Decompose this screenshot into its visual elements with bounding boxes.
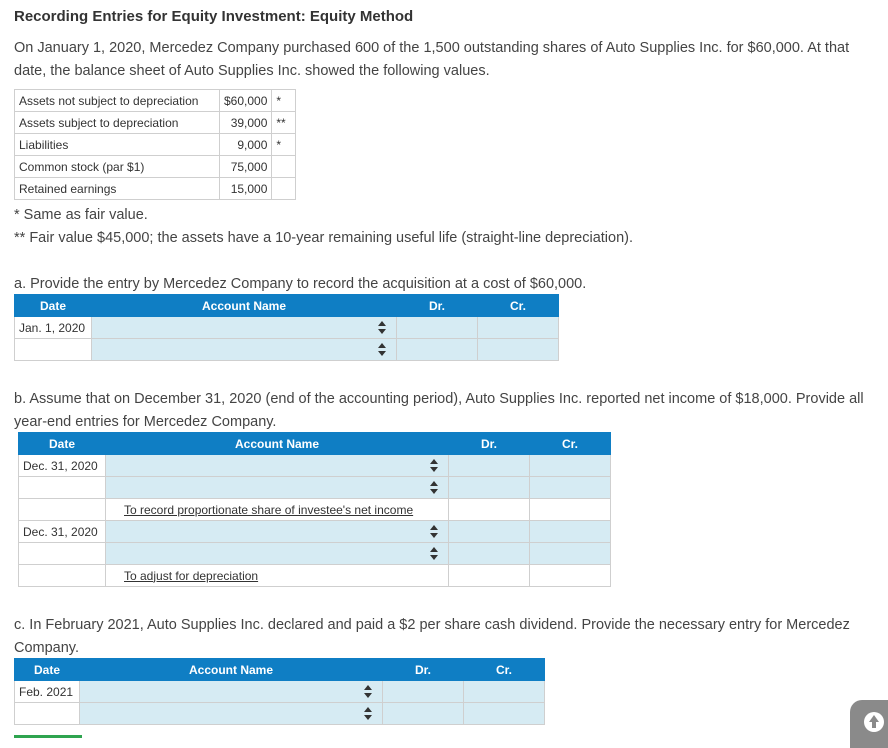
table-row — [15, 703, 545, 725]
entry-memo — [106, 565, 449, 587]
part-b-text: b. Assume that on December 31, 2020 (end of the accounting period), Auto Supplies Inc. reported net income of $18,000. Provide all year-end entries for Mercedez Company. — [14, 391, 864, 430]
account-select[interactable] — [92, 339, 397, 361]
select-arrow-icon — [364, 707, 372, 720]
date-cell-empty — [19, 499, 106, 521]
bs-amount: 39,000 — [220, 112, 272, 134]
col-dr: Dr. — [397, 295, 478, 317]
credit-input[interactable] — [478, 339, 559, 361]
part-a-text: a. Provide the entry by Mercedez Company to record the acquisition at a cost of $60,000. — [14, 276, 587, 292]
bs-mark: * — [272, 90, 296, 112]
col-account: Account Name — [80, 659, 383, 681]
credit-input[interactable] — [530, 477, 611, 499]
note-fair-value: * Same as fair value. — [14, 207, 148, 223]
note-depreciation: ** Fair value $45,000; the assets have a 10-year remaining useful life (straight-line depreciation). — [14, 230, 634, 246]
credit-input[interactable] — [464, 703, 545, 725]
date-cell-empty — [15, 703, 80, 725]
date-cell-empty — [19, 477, 106, 499]
date-cell: Jan. 1, 2020 — [15, 317, 92, 339]
table-row — [19, 455, 611, 477]
account-select[interactable] — [92, 317, 397, 339]
date-cell: Feb. 2021 — [15, 681, 80, 703]
account-select[interactable] — [80, 703, 383, 725]
bs-amount: $60,000 — [220, 90, 272, 112]
date-cell-empty — [19, 543, 106, 565]
table-header-row — [19, 433, 611, 455]
bs-label: Retained earnings — [15, 178, 220, 200]
select-arrow-icon — [430, 481, 438, 494]
balance-sheet-table — [14, 89, 296, 200]
memo-dr-empty — [449, 565, 530, 587]
credit-input[interactable] — [530, 455, 611, 477]
table-row — [15, 90, 296, 112]
col-cr: Cr. — [464, 659, 545, 681]
col-cr: Cr. — [530, 433, 611, 455]
select-arrow-icon — [364, 685, 372, 698]
debit-input[interactable] — [449, 543, 530, 565]
debit-input[interactable] — [449, 455, 530, 477]
account-select[interactable] — [106, 477, 449, 499]
table-row — [15, 156, 296, 178]
select-arrow-icon — [378, 321, 386, 334]
table-row — [19, 543, 611, 565]
table-row — [19, 499, 611, 521]
memo-cr-empty — [530, 565, 611, 587]
debit-input[interactable] — [383, 681, 464, 703]
account-select[interactable] — [106, 543, 449, 565]
col-dr: Dr. — [383, 659, 464, 681]
entry-memo — [106, 499, 449, 521]
col-dr: Dr. — [449, 433, 530, 455]
journal-table-b — [18, 432, 611, 587]
memo-cr-empty — [530, 499, 611, 521]
scroll-to-top-button[interactable] — [850, 700, 888, 748]
date-cell-empty — [19, 565, 106, 587]
debit-input[interactable] — [383, 703, 464, 725]
bs-label: Common stock (par $1) — [15, 156, 220, 178]
page-title: Recording Entries for Equity Investment: Equity Method — [14, 8, 414, 25]
bs-mark: * — [272, 134, 296, 156]
bs-mark — [272, 156, 296, 178]
table-row — [19, 521, 611, 543]
col-cr: Cr. — [478, 295, 559, 317]
col-account: Account Name — [92, 295, 397, 317]
col-date: Date — [15, 295, 92, 317]
account-select[interactable] — [106, 455, 449, 477]
problem-intro: On January 1, 2020, Mercedez Company purchased 600 of the 1,500 outstanding shares of Auto Supplies Inc. for $60,000. At that date, the balance sheet of Auto Supplies Inc. showed the following values. — [14, 40, 850, 79]
table-row — [15, 112, 296, 134]
bs-label: Assets subject to depreciation — [15, 112, 220, 134]
bs-amount: 9,000 — [220, 134, 272, 156]
table-row — [15, 134, 296, 156]
bs-label: Liabilities — [15, 134, 220, 156]
table-row — [15, 317, 559, 339]
journal-table-c — [14, 658, 545, 725]
table-row — [15, 681, 545, 703]
select-arrow-icon — [378, 343, 386, 356]
credit-input[interactable] — [530, 521, 611, 543]
table-header-row — [15, 295, 559, 317]
memo-dr-empty — [449, 499, 530, 521]
col-date: Date — [15, 659, 80, 681]
date-cell: Dec. 31, 2020 — [19, 455, 106, 477]
memo-text: To record proportionate share of investee's net income — [124, 502, 414, 517]
account-select[interactable] — [106, 521, 449, 543]
debit-input[interactable] — [397, 339, 478, 361]
bs-mark — [272, 178, 296, 200]
account-select[interactable] — [80, 681, 383, 703]
credit-input[interactable] — [464, 681, 545, 703]
select-arrow-icon — [430, 525, 438, 538]
bs-label: Assets not subject to depreciation — [15, 90, 220, 112]
bs-amount: 75,000 — [220, 156, 272, 178]
debit-input[interactable] — [449, 521, 530, 543]
table-row — [15, 178, 296, 200]
credit-input[interactable] — [530, 543, 611, 565]
bs-mark: ** — [272, 112, 296, 134]
col-account: Account Name — [106, 433, 449, 455]
memo-text: To adjust for depreciation — [124, 568, 259, 583]
part-c-text: c. In February 2021, Auto Supplies Inc. declared and paid a $2 per share cash dividend. Provide the necessary entry for Mercedez Company. — [14, 617, 850, 656]
col-date: Date — [19, 433, 106, 455]
select-arrow-icon — [430, 547, 438, 560]
table-header-row — [15, 659, 545, 681]
debit-input[interactable] — [397, 317, 478, 339]
arrow-up-icon — [864, 712, 884, 732]
date-cell-empty — [15, 339, 92, 361]
bs-amount: 15,000 — [220, 178, 272, 200]
select-arrow-icon — [430, 459, 438, 472]
credit-input[interactable] — [478, 317, 559, 339]
table-row — [19, 477, 611, 499]
debit-input[interactable] — [449, 477, 530, 499]
date-cell: Dec. 31, 2020 — [19, 521, 106, 543]
table-row — [15, 339, 559, 361]
table-row — [19, 565, 611, 587]
journal-table-a — [14, 294, 559, 361]
